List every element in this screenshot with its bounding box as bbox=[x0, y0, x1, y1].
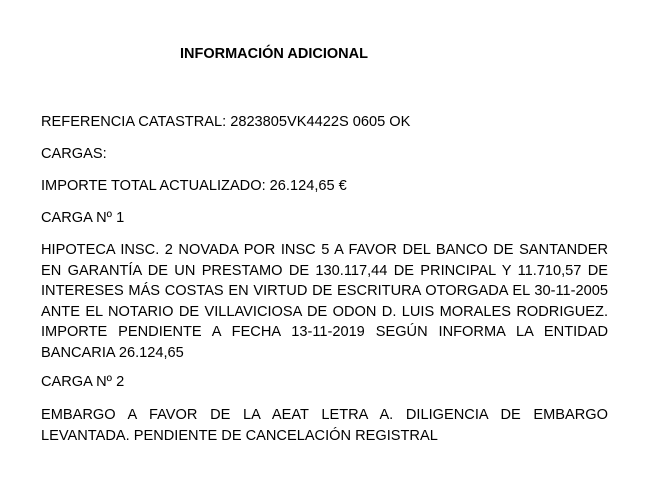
page-title: INFORMACIÓN ADICIONAL bbox=[180, 46, 368, 62]
carga-2-text: EMBARGO A FAVOR DE LA AEAT LETRA A. DILIGENCIA DE EMBARGO LEVANTADA. PENDIENTE DE CANCELACIÓN REGISTRAL bbox=[41, 407, 608, 444]
carga-1-text: HIPOTECA INSC. 2 NOVADA POR INSC 5 A FAVOR DEL BANCO DE SANTANDER EN GARANTÍA DE UN PRESTAMO DE 130.117,44 DE PRINCIPAL Y 11.710,57 DE INTERESES MÁS COSTAS EN VIRTUD DE ESCRITURA OTORGADA EL 30-11-2005 ANTE EL NOTARIO DE VILLAVICIOSA DE ODON D. LUIS MORALES RODRIGUEZ. IMPORTE PENDIENTE A FECHA 13-11-2019 SEGÚN INFORMA LA ENTIDAD BANCARIA 26.124,65 bbox=[41, 242, 608, 361]
carga-1-heading: CARGA Nº 1 bbox=[41, 210, 125, 226]
importe-total: IMPORTE TOTAL ACTUALIZADO: 26.124,65 € bbox=[41, 178, 347, 194]
cargas-label: CARGAS: bbox=[41, 146, 107, 162]
carga-2-heading: CARGA Nº 2 bbox=[41, 374, 125, 390]
referencia-catastral: REFERENCIA CATASTRAL: 2823805VK4422S 0605 OK bbox=[41, 114, 411, 130]
